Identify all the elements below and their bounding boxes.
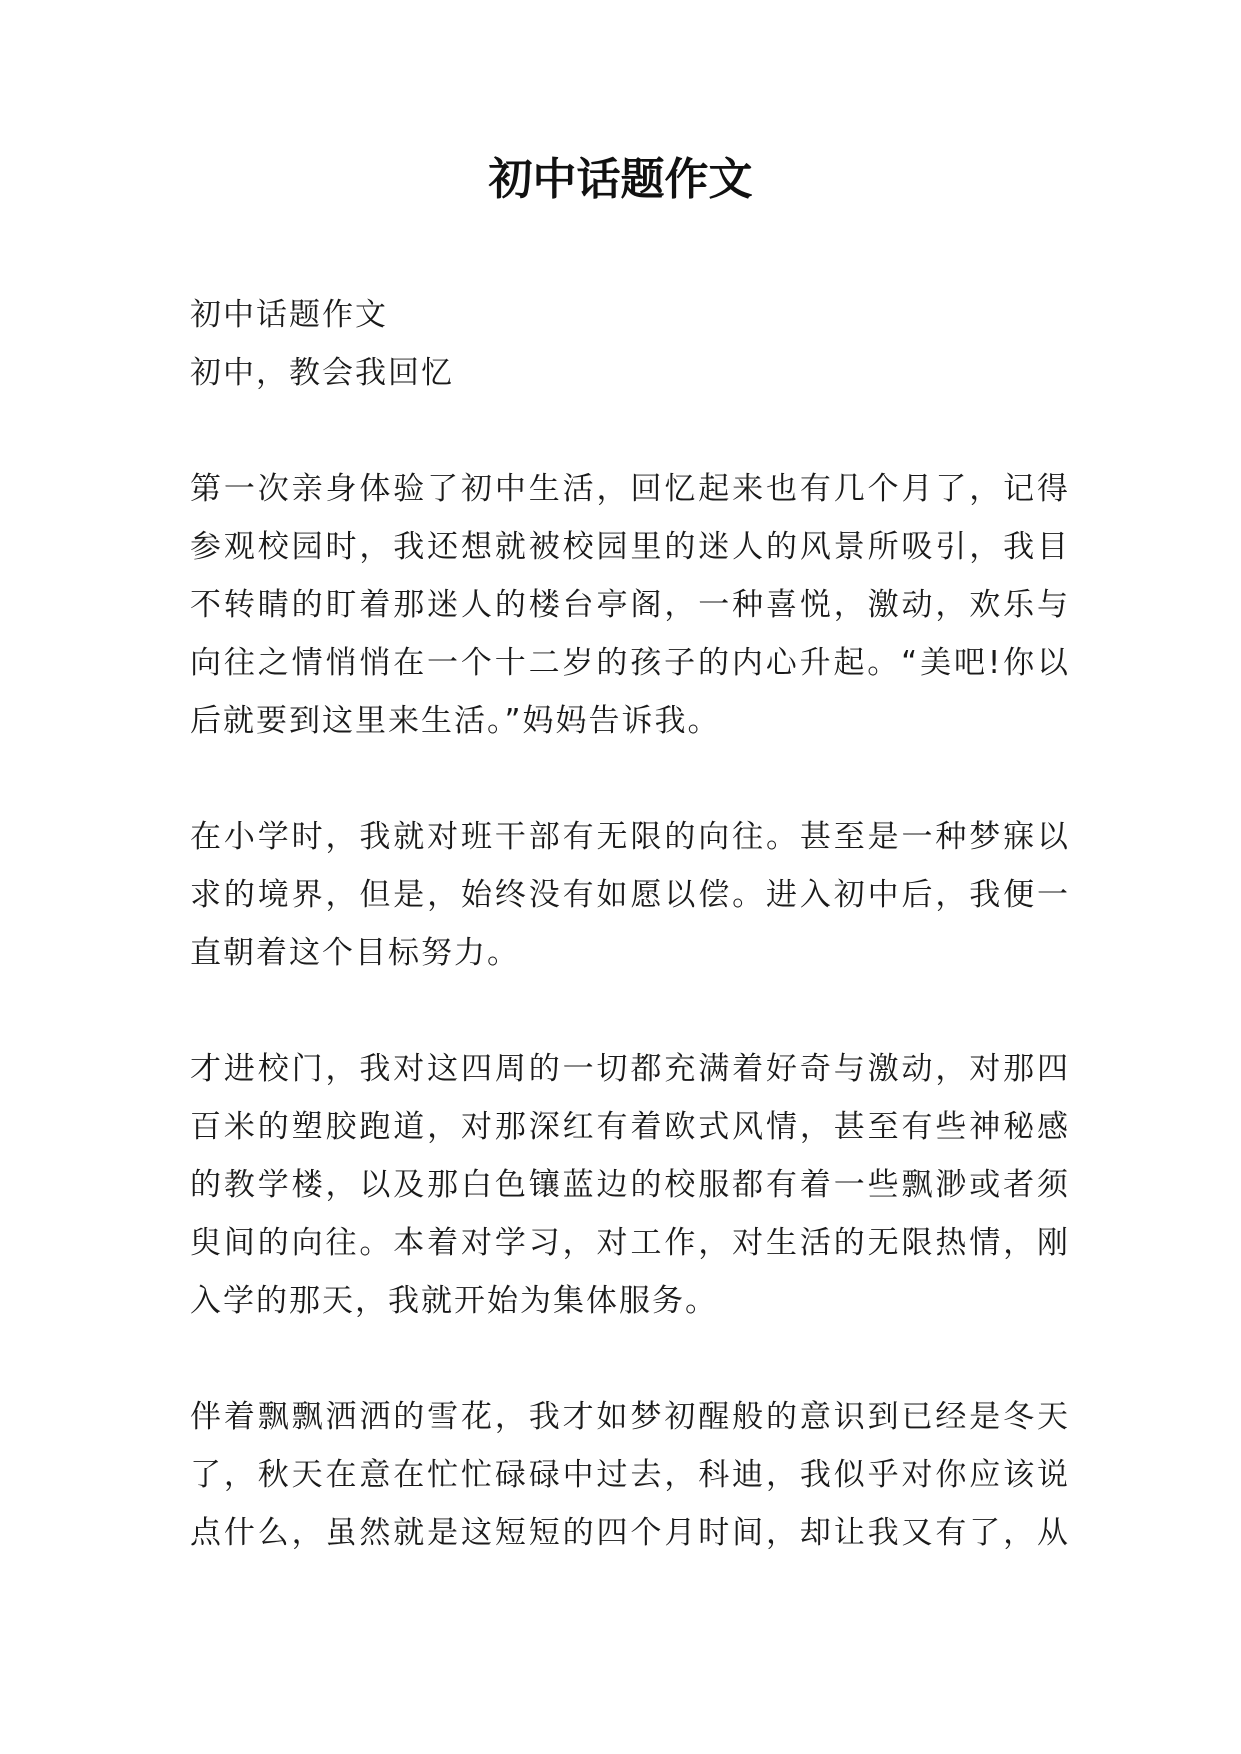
text-line: 不转睛的盯着那迷人的楼台亭阁，一种喜悦，激动，欢乐与	[190, 587, 1070, 623]
paragraph-gap	[190, 402, 1070, 460]
paragraph-gap	[190, 982, 1070, 1040]
text-line: 臾间的向往。本着对学习，对工作，对生活的无限热情，刚	[190, 1225, 1070, 1261]
text-line: 伴着飘飘洒洒的雪花，我才如梦初醒般的意识到已经是冬天	[190, 1399, 1070, 1435]
text-line: 才进校门，我对这四周的一切都充满着好奇与激动，对那四	[190, 1051, 1070, 1087]
text-line: 点什么，虽然就是这短短的四个月时间，却让我又有了，从	[190, 1515, 1070, 1551]
text-line: 向往之情悄悄在一个十二岁的孩子的内心升起。“美吧!你以	[190, 645, 1070, 681]
subtitle-line: 初中，教会我回忆	[190, 355, 454, 391]
text-line: 百米的塑胶跑道，对那深红有着欧式风情，甚至有些神秘感	[190, 1109, 1070, 1145]
paragraph-gap	[190, 750, 1070, 808]
paragraph-1	[190, 460, 1070, 750]
text-line: 了，秋天在意在忙忙碌碌中过去，科迪，我似乎对你应该说	[190, 1457, 1070, 1493]
text-line: 参观校园时，我还想就被校园里的迷人的风景所吸引，我目	[190, 529, 1070, 565]
document-body	[190, 286, 1070, 1562]
subtitle-line: 初中话题作文	[190, 297, 388, 333]
text-line: 求的境界，但是，始终没有如愿以偿。进入初中后，我便一	[190, 877, 1070, 913]
text-line: 后就要到这里来生活。”妈妈告诉我。	[190, 703, 721, 739]
paragraph-4	[190, 1388, 1070, 1562]
document-title: 初中话题作文	[488, 154, 753, 205]
text-line: 入学的那天，我就开始为集体服务。	[190, 1283, 718, 1319]
paragraph-3	[190, 1040, 1070, 1330]
paragraph-2	[190, 808, 1070, 982]
text-line: 在小学时，我就对班干部有无限的向往。甚至是一种梦寐以	[190, 819, 1070, 855]
text-line: 的教学楼，以及那白色镶蓝边的校服都有着一些飘渺或者须	[190, 1167, 1070, 1203]
text-line: 第一次亲身体验了初中生活，回忆起来也有几个月了，记得	[190, 471, 1070, 507]
paragraph-gap	[190, 1330, 1070, 1388]
text-line: 直朝着这个目标努力。	[190, 935, 520, 971]
